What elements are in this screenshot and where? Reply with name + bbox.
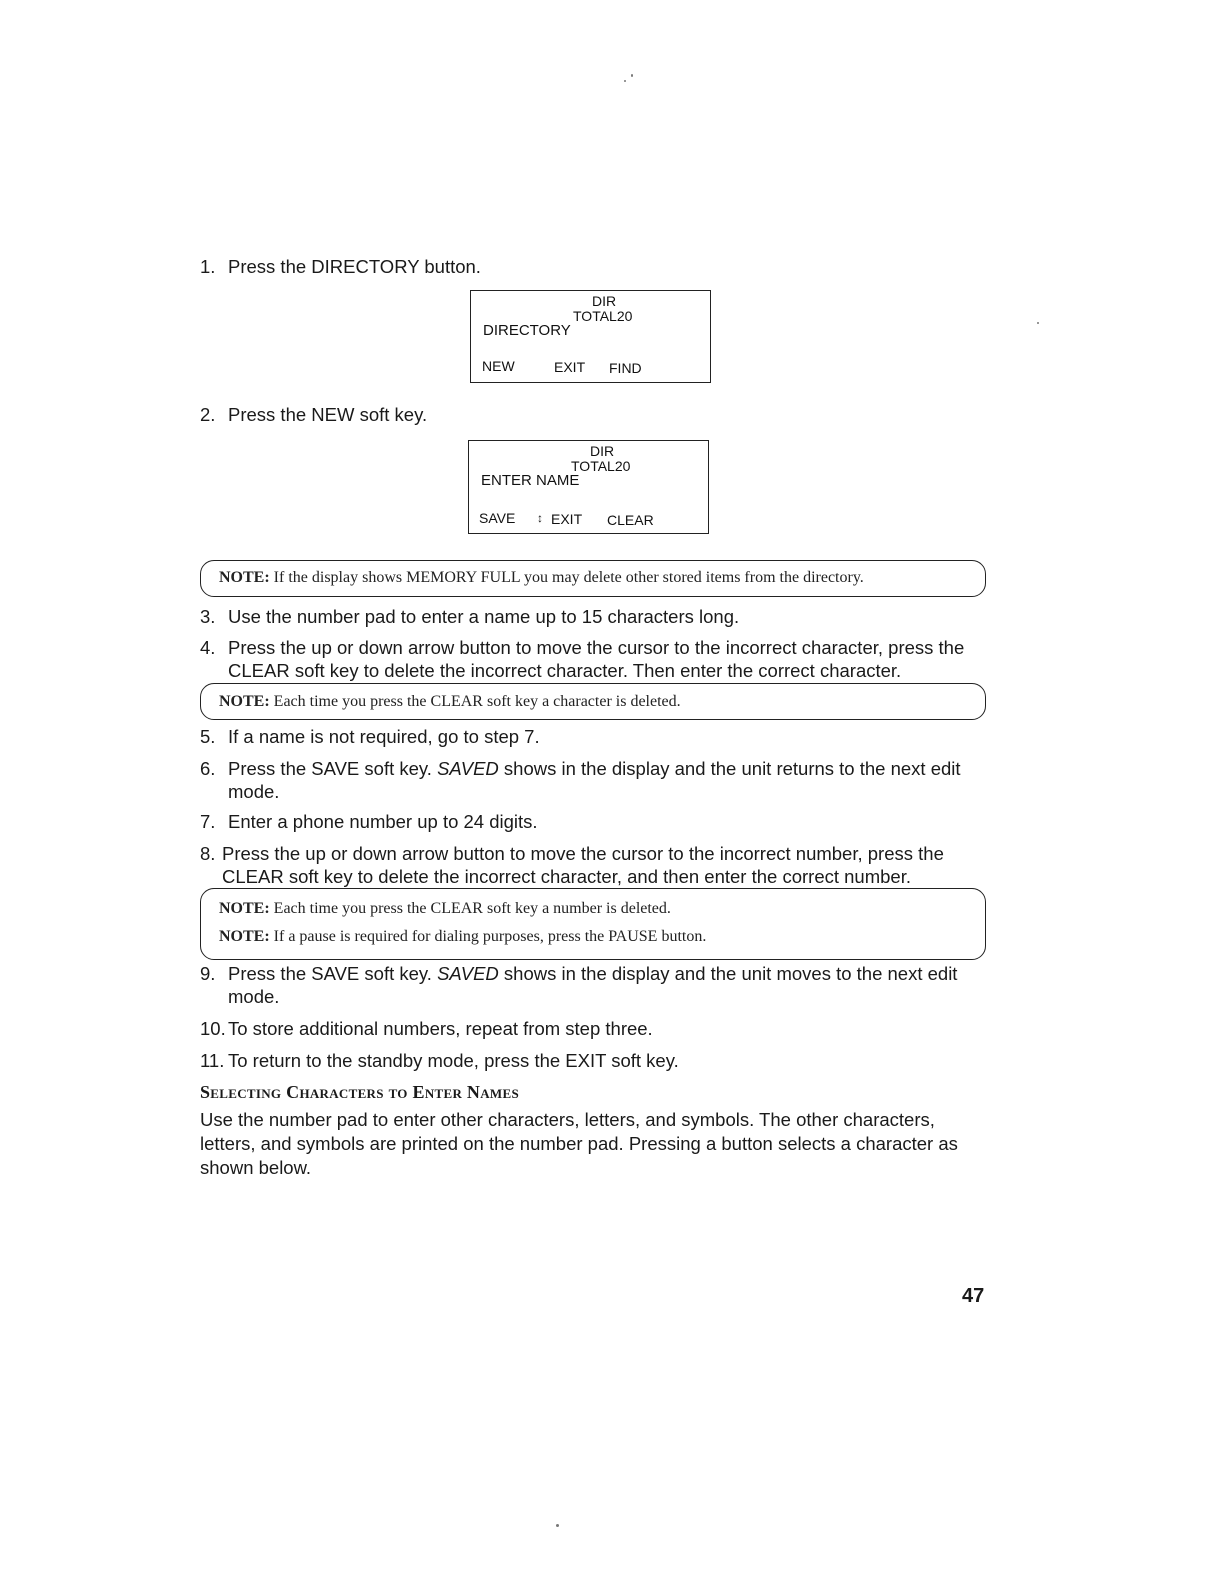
step-text: Press the SAVE soft key. SAVED shows in the display and the unit moves to the next edit mode.: [228, 963, 958, 1007]
note-line-2: NOTE: If a pause is required for dialing purposes, press the PAUSE button.: [219, 928, 707, 945]
step-text: If a name is not required, go to step 7.: [228, 726, 540, 747]
step-8: [200, 842, 982, 888]
step-7: [200, 810, 980, 833]
scan-speck: [631, 74, 633, 77]
lcd-dir: DIR: [590, 443, 615, 459]
note-label: NOTE:: [219, 693, 270, 710]
lcd-total: TOTAL20: [573, 308, 633, 324]
step-number: 1.: [200, 256, 216, 277]
step-number: 10.: [200, 1018, 226, 1039]
lcd-label: ENTER NAME: [481, 472, 580, 489]
lcd-label: DIRECTORY: [483, 322, 571, 339]
lcd-softkey-clear: CLEAR: [607, 512, 654, 528]
lcd-total: TOTAL20: [571, 458, 631, 474]
saved-emphasis: SAVED: [437, 963, 499, 984]
page-number: 47: [962, 1285, 985, 1307]
step-text: To store additional numbers, repeat from step three.: [228, 1018, 653, 1039]
step-9: [200, 962, 980, 1008]
lcd-display-enter-name: [468, 440, 709, 534]
note-clear-character: [200, 683, 986, 720]
note-memory-full: [200, 560, 986, 597]
saved-emphasis: SAVED: [437, 758, 499, 779]
step-text: Use the number pad to enter a name up to 15 characters long.: [228, 606, 740, 627]
lcd-softkey-exit: EXIT: [554, 359, 586, 375]
step-11: [200, 1049, 980, 1072]
step-text: Press the up or down arrow button to move the cursor to the incorrect character, press the CLEAR soft key to delete the incorrect character. Then enter the correct character.: [228, 637, 965, 681]
step-4: [200, 636, 980, 682]
step-number: 9.: [200, 963, 216, 984]
step-number: 11.: [200, 1050, 225, 1071]
note-text: If the display shows MEMORY FULL you may delete other stored items from the directory.: [269, 569, 864, 586]
step-number: 3.: [200, 606, 216, 627]
lcd-softkey-find: FIND: [609, 360, 642, 376]
lcd-dir: DIR: [592, 293, 617, 309]
step-text: Press the SAVE soft key. SAVED shows in the display and the unit returns to the next edit mode.: [228, 758, 961, 802]
note-number-pause: [200, 888, 986, 960]
note-text: Each time you press the CLEAR soft key a character is deleted.: [269, 693, 681, 710]
section-paragraph: Use the number pad to enter other characters, letters, and symbols. The other characters, letters, and symbols are printed on the number pad. Pressing a button selects a character as shown below.: [200, 1109, 958, 1178]
lcd-display-directory: [470, 290, 711, 383]
step-number: 8.: [200, 843, 216, 864]
scan-speck: [624, 80, 626, 82]
step-number: 6.: [200, 758, 216, 779]
step-text: Press the NEW soft key.: [228, 404, 428, 425]
note-label: NOTE:: [219, 569, 270, 586]
step-10: [200, 1017, 980, 1040]
step-text: Enter a phone number up to 24 digits.: [228, 811, 538, 832]
step-6: [200, 757, 980, 803]
lcd-softkey-exit: EXIT: [551, 511, 583, 527]
step-number: 5.: [200, 726, 216, 747]
step-3: [200, 605, 980, 628]
note-line-1: NOTE: Each time you press the CLEAR soft key a number is deleted.: [219, 900, 671, 917]
lcd-softkey-new: NEW: [482, 358, 515, 374]
scan-speck: [556, 1524, 559, 1527]
step-text: To return to the standby mode, press the EXIT soft key.: [228, 1050, 679, 1071]
section-heading: Selecting Characters to Enter Names: [200, 1082, 519, 1102]
step-text: Press the up or down arrow button to move the cursor to the incorrect number, press the CLEAR soft key to delete the incorrect character, and then enter the correct number.: [222, 843, 944, 887]
step-text: Press the DIRECTORY button.: [228, 256, 481, 277]
lcd-softkey-save: SAVE: [479, 510, 516, 526]
step-number: 7.: [200, 811, 216, 832]
scan-speck: [1037, 322, 1039, 324]
step-number: 4.: [200, 637, 216, 658]
cursor-icon: ↕: [537, 511, 543, 525]
step-number: 2.: [200, 404, 216, 425]
step-5: [200, 725, 980, 748]
step-2: [200, 403, 980, 426]
step-1: [200, 255, 980, 278]
